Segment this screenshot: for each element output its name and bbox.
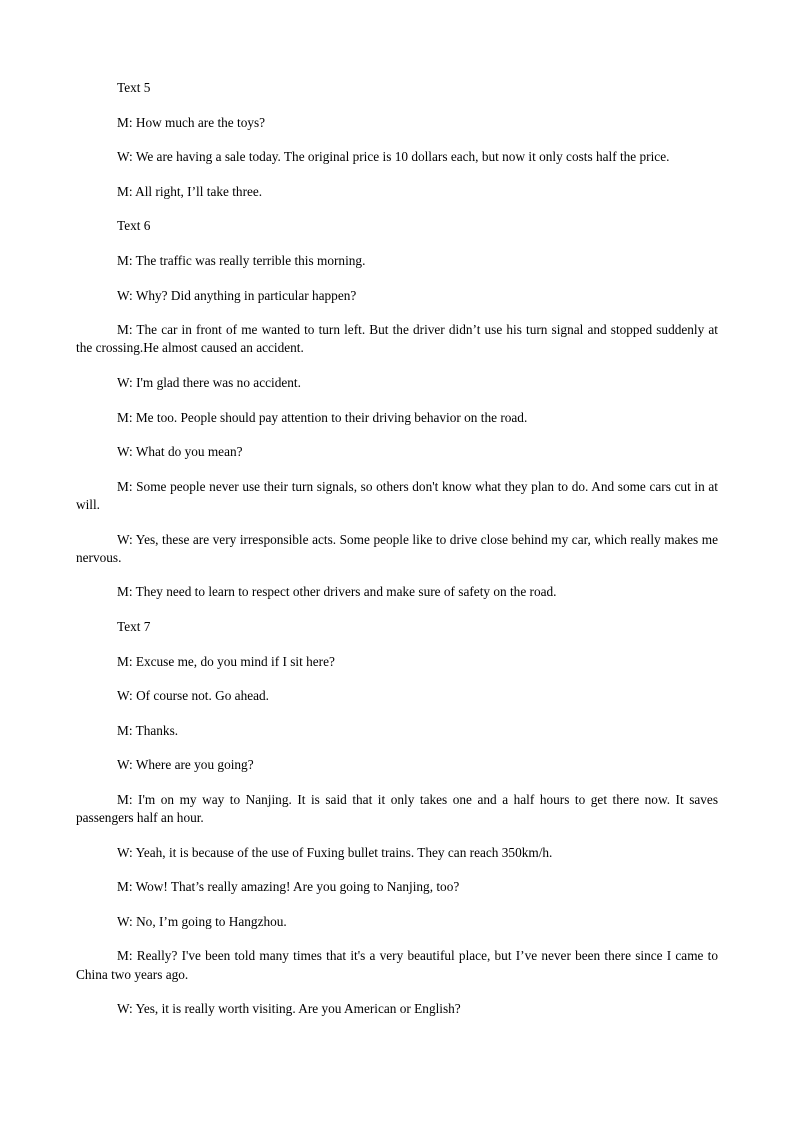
dialogue-line: M: Really? I've been told many times that it's a very beautiful place, but I’ve never been there since I came to China two years ago.: [76, 948, 718, 982]
dialogue-line: M: How much are the toys?: [117, 114, 266, 130]
dialogue-line: M: Wow! That’s really amazing! Are you going to Nanjing, too?: [117, 879, 460, 895]
dialogue-line: M: I'm on my way to Nanjing. It is said that it only takes one and a half hours to get there now. It saves passengers half an hour.: [76, 791, 718, 826]
dialogue-line: W: Of course not. Go ahead.: [117, 688, 269, 704]
dialogue-line: M: Excuse me, do you mind if I sit here?: [117, 653, 335, 669]
dialogue-line: W: Why? Did anything in particular happen?: [117, 287, 357, 303]
dialogue-line: W: Where are you going?: [117, 757, 254, 773]
dialogue-line: W: Yeah, it is because of the use of Fuxing bullet trains. They can reach 350km/h.: [117, 844, 553, 860]
dialogue-line: W: Yes, it is really worth visiting. Are you American or English?: [117, 1001, 461, 1017]
dialogue-line: M: Thanks.: [117, 722, 179, 738]
dialogue-line: W: Yes, these are very irresponsible acts. Some people like to drive close behind my car, which really makes me nervous.: [76, 531, 718, 565]
dialogue-line: M: All right, I’ll take three.: [117, 183, 263, 199]
dialogue-line: M: The car in front of me wanted to turn left. But the driver didn’t use his turn signal and stopped suddenly at the crossing.He almost caused an accident.: [76, 322, 718, 356]
section-heading-text-7: Text 7: [117, 618, 151, 634]
dialogue-line: M: Some people never use their turn signals, so others don't know what they plan to do. And some cars cut in at will.: [76, 478, 718, 512]
section-heading-text-6: Text 6: [117, 218, 151, 234]
dialogue-line: M: They need to learn to respect other drivers and make sure of safety on the road.: [117, 584, 557, 600]
section-heading-text-5: Text 5: [117, 80, 151, 95]
dialogue-line: W: We are having a sale today. The original price is 10 dollars each, but now it only costs half the price.: [117, 149, 670, 165]
dialogue-line: W: What do you mean?: [117, 444, 243, 460]
dialogue-line: W: No, I’m going to Hangzhou.: [117, 913, 287, 929]
dialogue-line: W: I'm glad there was no accident.: [117, 374, 301, 390]
dialogue-line: M: Me too. People should pay attention to their driving behavior on the road.: [117, 409, 528, 425]
dialogue-line: M: The traffic was really terrible this morning.: [117, 252, 366, 268]
